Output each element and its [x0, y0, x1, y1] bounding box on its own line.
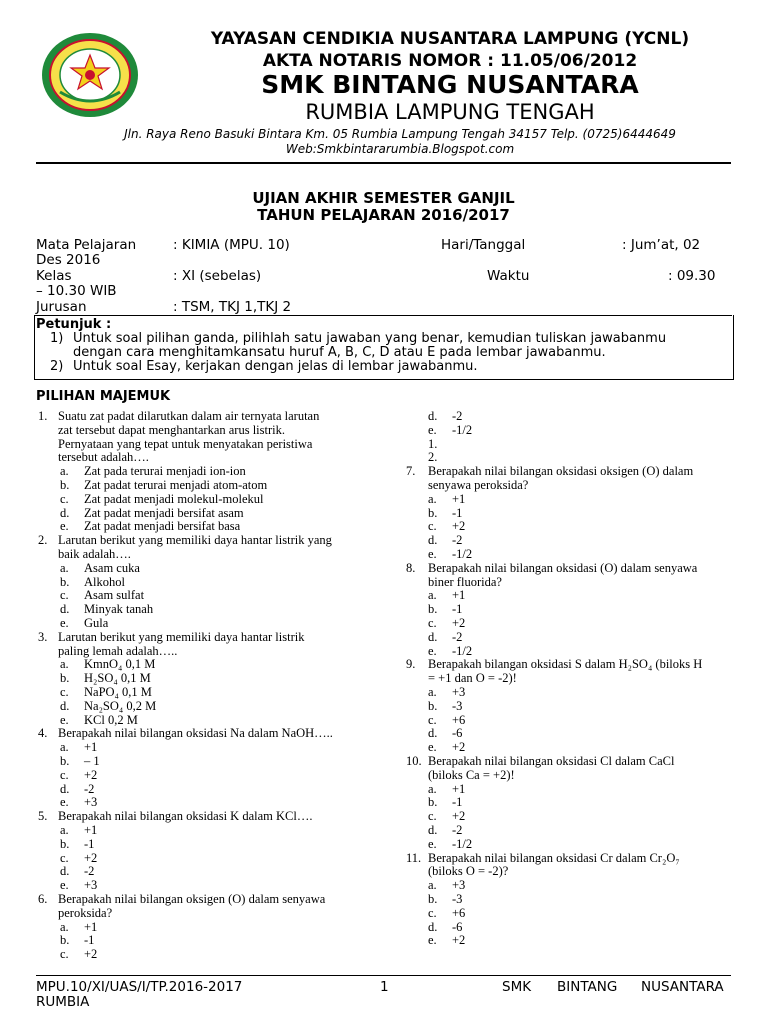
option-letter: e. — [428, 740, 437, 755]
option-text: +2 — [452, 740, 466, 755]
instruction-1-line2: dengan cara menghitamkansatu huruf A, B, C, D atau E pada lembar jawabanmu. — [73, 345, 606, 360]
option-text: Gula — [84, 616, 109, 630]
option-text: +3 — [84, 878, 98, 893]
option-text: -1 — [84, 836, 95, 851]
option-letter: e. — [60, 878, 69, 893]
option-text: Zat padat menjadi molekul-molekul — [84, 491, 264, 506]
option-letter: d. — [60, 505, 70, 520]
class-label: Kelas — [36, 268, 72, 284]
questions-right-column — [400, 410, 740, 970]
question-text-line: tersebut adalah…. — [58, 450, 149, 465]
option-text: H₂SO₄ 0,1 M — [84, 671, 151, 686]
option-text: -2 — [84, 781, 95, 796]
question-text-line: Suatu zat padat dilarutkan dalam air ternyata larutan — [58, 409, 320, 423]
question-text-line: Berapakah nilai bilangan oksigen (O) dalam senyawa — [58, 892, 326, 906]
question-number: 3. — [38, 629, 48, 644]
option-letter: c. — [60, 685, 69, 699]
school-address: Jln. Raya Reno Basuki Bintara Km. 05 Rumbia Lampung Tengah 34157 Telp. (0725)6444649 — [124, 127, 676, 141]
option-letter: d. — [428, 629, 438, 644]
option-letter: a. — [60, 919, 69, 934]
option-letter: b. — [428, 698, 438, 713]
option-text: -1/2 — [452, 836, 473, 851]
option-letter: d. — [60, 602, 70, 617]
option-text: Minyak tanah — [84, 602, 154, 617]
option-letter: b. — [428, 795, 438, 810]
school-name: SMK BINTANG NUSANTARA — [261, 70, 639, 99]
option-letter: e. — [60, 519, 69, 534]
option-letter: c. — [60, 491, 69, 506]
instruction-1-line1: Untuk soal pilihan ganda, pilihlah satu jawaban yang benar, kemudian tuliskan jawabanmu — [73, 331, 667, 346]
instruction-1-num: 1) — [50, 331, 64, 346]
footer-school-word-3: NUSANTARA — [641, 979, 724, 995]
question-number: 2. — [38, 533, 48, 548]
question-text-line: Berapakah bilangan oksidasi S dalam H₂SO₄ (biloks H — [428, 657, 703, 672]
option-text: +2 — [84, 767, 98, 782]
section-title: PILIHAN MAJEMUK — [36, 389, 171, 404]
question-text-line: baik adalah…. — [58, 547, 131, 561]
option-text: +3 — [84, 795, 98, 810]
option-letter: e. — [428, 422, 437, 437]
option-text: +1 — [84, 740, 98, 755]
question-text-line: biner fluorida? — [428, 574, 502, 589]
option-letter: a. — [428, 491, 437, 506]
school-website: Web:Smkbintararumbia.Blogspot.com — [285, 142, 515, 156]
option-text: -1/2 — [452, 547, 473, 561]
instructions-label: Petunjuk : — [36, 317, 112, 332]
option-text: -1/2 — [452, 422, 473, 437]
page-number: 1 — [380, 979, 389, 995]
option-text: Zat padat terurai menjadi atom-atom — [84, 478, 268, 492]
option-text: -1 — [452, 795, 463, 810]
question-text-line: Berapakah nilai bilangan oksidasi Cr dalam Cr₂O₇ — [428, 850, 680, 865]
question-number: 7. — [406, 464, 416, 479]
option-letter: a. — [428, 878, 437, 893]
option-letter: b. — [60, 671, 70, 686]
option-text: -2 — [84, 864, 95, 879]
option-text: -1 — [452, 505, 463, 520]
option-letter: c. — [60, 850, 69, 865]
footer-school-word-2: BINTANG — [557, 979, 618, 995]
option-letter: c. — [428, 712, 437, 727]
option-text: +6 — [452, 712, 466, 727]
questions-left-column — [36, 410, 376, 970]
option-text: KmnO₄ 0,1 M — [84, 657, 156, 672]
option-letter: b. — [428, 892, 438, 906]
footer-divider — [36, 975, 731, 976]
time-value: : 09.30 — [668, 268, 716, 284]
instruction-2-line1: Untuk soal Esay, kerjakan dengan jelas di lembar jawabanmu. — [73, 359, 478, 374]
option-letter: c. — [60, 947, 69, 962]
option-text: Zat pada terurai menjadi ion-ion — [84, 464, 246, 479]
option-letter: a. — [60, 560, 69, 575]
question-text-line: (biloks Ca = +2)! — [428, 767, 515, 782]
option-text: +2 — [452, 933, 466, 948]
question-number: 11. — [406, 850, 422, 865]
option-text: +2 — [452, 519, 466, 534]
option-letter: d. — [428, 823, 438, 837]
option-letter: d. — [428, 409, 438, 423]
foundation-name: YAYASAN CENDIKIA NUSANTARA LAMPUNG (YCNL) — [210, 29, 690, 49]
option-text: -2 — [452, 629, 463, 644]
question-text-line: peroksida? — [58, 905, 113, 920]
option-letter: b. — [60, 478, 70, 492]
footer-code: MPU.10/XI/UAS/I/TP.2016-2017 — [36, 979, 243, 995]
option-letter: e. — [60, 712, 69, 727]
option-text: Zat padat menjadi bersifat basa — [84, 519, 241, 534]
option-text: Asam cuka — [84, 560, 140, 575]
option-letter: b. — [60, 574, 70, 589]
option-letter: a. — [60, 464, 69, 479]
option-letter: d. — [428, 919, 438, 934]
question-text-line: Berapakah nilai bilangan oksidasi Na dalam NaOH….. — [58, 726, 333, 741]
question-text-line: Berapakah nilai bilangan oksidasi (O) dalam senyawa — [428, 560, 698, 575]
option-letter: b. — [60, 754, 70, 768]
option-letter: b. — [428, 505, 438, 520]
time-label: Waktu — [487, 268, 530, 284]
option-letter: b. — [60, 933, 70, 948]
school-city: RUMBIA LAMPUNG TENGAH — [305, 100, 595, 124]
option-text: +2 — [452, 809, 466, 824]
option-letter: e. — [428, 547, 437, 561]
option-letter: e. — [60, 616, 69, 630]
option-letter: d. — [428, 726, 438, 741]
option-text: -2 — [452, 409, 463, 423]
option-letter: c. — [428, 809, 437, 824]
option-text: -6 — [452, 726, 463, 741]
option-text: KCl 0,2 M — [84, 712, 138, 727]
date-value-cont: Des 2016 — [36, 252, 101, 268]
header-divider — [36, 162, 731, 164]
option-letter: a. — [60, 740, 69, 755]
subject-label: Mata Pelajaran — [36, 237, 137, 253]
option-text: +1 — [452, 781, 466, 796]
question-text-line: paling lemah adalah….. — [58, 643, 178, 658]
option-letter: a. — [428, 588, 437, 603]
option-text: NaPO₄ 0,1 M — [84, 685, 152, 699]
option-text: – 1 — [84, 754, 100, 768]
option-letter: e. — [428, 836, 437, 851]
question-text-line: Larutan berikut yang memiliki daya hantar listrik — [58, 629, 305, 644]
question-number: 9. — [406, 657, 416, 672]
question-text-line: zat tersebut dapat menghantarkan arus listrik. — [58, 422, 286, 437]
option-text: -3 — [452, 698, 463, 713]
option-letter: b. — [60, 836, 70, 851]
question-number: 4. — [38, 726, 48, 741]
school-logo — [40, 30, 140, 120]
option-letter: d. — [60, 781, 70, 796]
option-text: Asam sulfat — [84, 588, 145, 603]
option-text: +6 — [452, 905, 466, 920]
question-number: 5. — [38, 809, 48, 824]
question-number: 8. — [406, 560, 416, 575]
option-letter: 2. — [428, 450, 438, 465]
question-text-line: = +1 dan O = -2)! — [428, 671, 517, 686]
option-letter: a. — [428, 685, 437, 699]
option-text: +1 — [452, 491, 466, 506]
option-text: +2 — [84, 947, 98, 962]
exam-title: UJIAN AKHIR SEMESTER GANJIL — [252, 189, 515, 207]
class-value: : XI (sebelas) — [173, 268, 262, 284]
question-text-line: Berapakah nilai bilangan oksidasi oksigen (O) dalam — [428, 464, 694, 479]
question-number: 6. — [38, 892, 48, 906]
option-letter: e. — [428, 643, 437, 658]
option-letter: a. — [428, 781, 437, 796]
time-value-cont: – 10.30 WIB — [36, 283, 117, 299]
option-letter: a. — [60, 657, 69, 672]
option-text: -1/2 — [452, 643, 473, 658]
question-number: 10. — [406, 754, 422, 768]
option-text: +3 — [452, 878, 466, 893]
option-letter: 1. — [428, 436, 438, 451]
option-letter: c. — [60, 767, 69, 782]
exam-year: TAHUN PELAJARAN 2016/2017 — [257, 206, 510, 224]
option-letter: a. — [60, 823, 69, 837]
option-text: Zat padat menjadi bersifat asam — [84, 505, 244, 520]
option-text: Alkohol — [84, 574, 125, 589]
option-text: -2 — [452, 533, 463, 548]
question-number: 1. — [38, 409, 48, 423]
major-label: Jurusan — [36, 299, 87, 315]
option-letter: c. — [428, 519, 437, 534]
option-letter: b. — [428, 602, 438, 617]
option-letter: c. — [428, 616, 437, 630]
question-text-line: Larutan berikut yang memiliki daya hantar listrik yang — [58, 533, 332, 548]
option-text: +1 — [452, 588, 466, 603]
footer-code-cont: RUMBIA — [36, 994, 90, 1010]
option-text: Na₂SO₄ 0,2 M — [84, 698, 157, 713]
option-text: +2 — [452, 616, 466, 630]
instruction-2-num: 2) — [50, 359, 64, 374]
option-text: -6 — [452, 919, 463, 934]
option-text: -2 — [452, 823, 463, 837]
option-letter: d. — [428, 533, 438, 548]
option-text: -1 — [84, 933, 95, 948]
option-letter: c. — [428, 905, 437, 920]
question-text-line: Berapakah nilai bilangan oksidasi Cl dalam CaCl — [428, 754, 675, 768]
option-text: +3 — [452, 685, 466, 699]
major-value: : TSM, TKJ 1,TKJ 2 — [173, 299, 292, 315]
option-letter: d. — [60, 864, 70, 879]
notary-deed: AKTA NOTARIS NOMOR : 11.05/06/2012 — [262, 51, 638, 71]
option-text: -3 — [452, 892, 463, 906]
option-letter: e. — [60, 795, 69, 810]
subject-value: : KIMIA (MPU. 10) — [173, 237, 290, 253]
option-text: +2 — [84, 850, 98, 865]
date-value: : Jum’at, 02 — [622, 237, 701, 253]
question-text-line: Berapakah nilai bilangan oksidasi K dalam KCl…. — [58, 809, 313, 824]
option-text: +1 — [84, 823, 98, 837]
date-label: Hari/Tanggal — [441, 237, 526, 253]
option-letter: e. — [428, 933, 437, 948]
question-text-line: (biloks O = -2)? — [428, 864, 509, 879]
question-text-line: Pernyataan yang tepat untuk menyatakan peristiwa — [58, 436, 313, 451]
option-text: +1 — [84, 919, 98, 934]
option-text: -1 — [452, 602, 463, 617]
option-letter: c. — [60, 588, 69, 603]
footer-school-word-1: SMK — [502, 979, 532, 995]
question-text-line: senyawa peroksida? — [428, 478, 529, 492]
option-letter: d. — [60, 698, 70, 713]
